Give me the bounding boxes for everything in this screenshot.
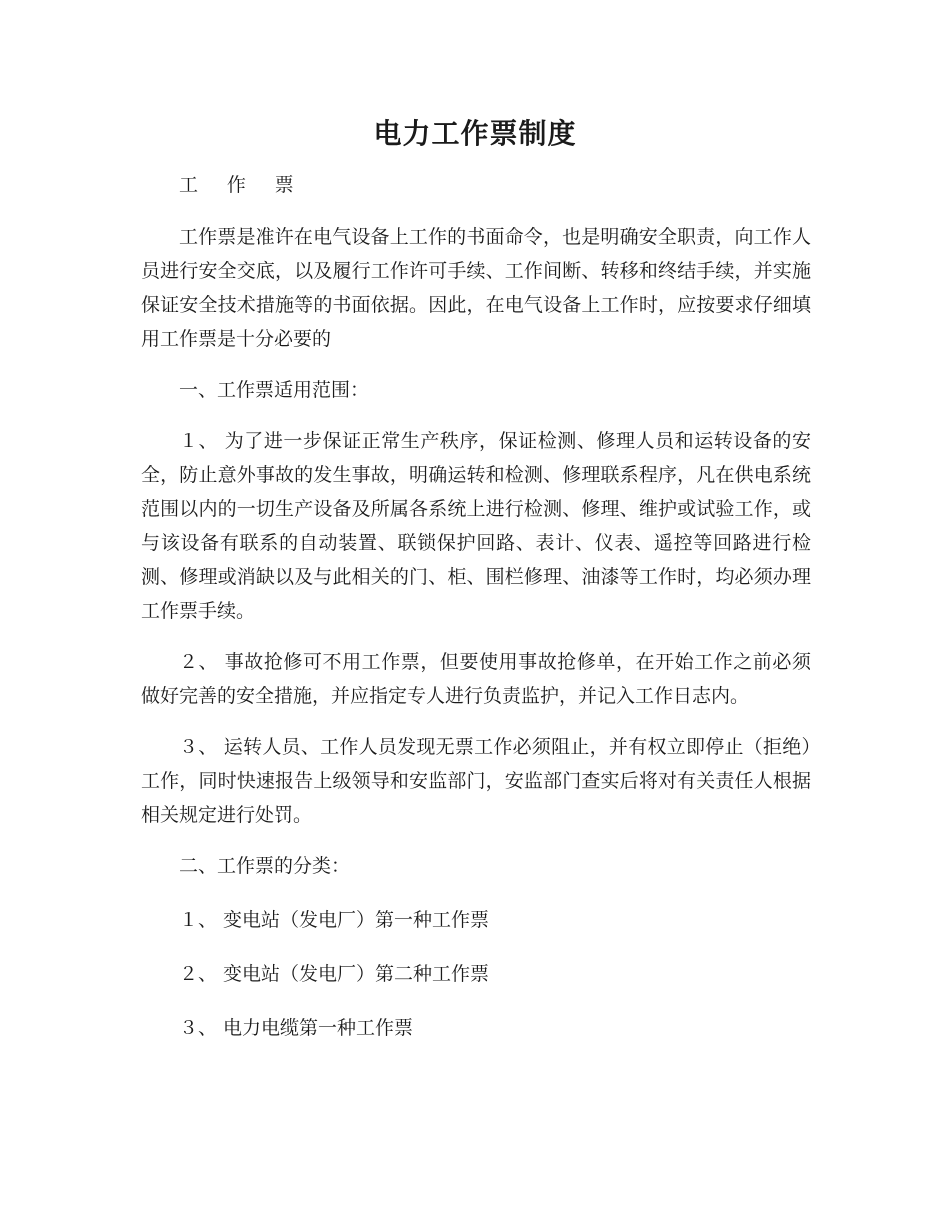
section2-item-2: ２、 变电站（发电厂）第二种工作票 xyxy=(179,963,490,985)
section2-item-1: １、 变电站（发电厂）第一种工作票 xyxy=(179,909,490,931)
intro-paragraph: 工作票是准许在电气设备上工作的书面命令，也是明确安全职责，向工作人员进行安全交底，以及履行工作许可手续、工作间断、转移和终结手续，并实施保证安全技术措施等的书面依据。因此，在电气设备上工作时，应按要求仔细填用工作票是十分必要的 xyxy=(141,226,811,350)
section-label: 工 作 票 xyxy=(179,174,306,196)
section1-item-1: １、 为了进一步保证正常生产秩序，保证检测、修理人员和运转设备的安全，防止意外事故的发生事故，明确运转和检测、修理联系程序，凡在供电系统范围以内的一切生产设备及所属各系统上进行检测、修理、维护或试验工作，或与该设备有联系的自动装置、联锁保护回路、表计、仪表、遥控等回路进行检测、修理或消缺以及与此相关的门、柜、围栏修理、油漆等工作时，均必须办理工作票手续。 xyxy=(141,430,811,622)
section2-heading: 二、工作票的分类： xyxy=(179,855,351,877)
section1-item-3: ３、 运转人员、工作人员发现无票工作必须阻止，并有权立即停止（拒绝）工作，同时快速报告上级领导和安监部门，安监部门查实后将对有关责任人根据相关规定进行处罚。 xyxy=(141,736,811,826)
section1-heading: 一、工作票适用范围： xyxy=(179,379,370,401)
document-body xyxy=(141,168,811,1045)
document-title: 电力工作票制度 xyxy=(373,117,577,150)
section1-item-2: ２、 事故抢修可不用工作票，但要使用事故抢修单，在开始工作之前必须做好完善的安全措施，并应指定专人进行负责监护，并记入工作日志内。 xyxy=(141,651,811,707)
section2-item-3: ３、 电力电缆第一种工作票 xyxy=(179,1017,414,1039)
